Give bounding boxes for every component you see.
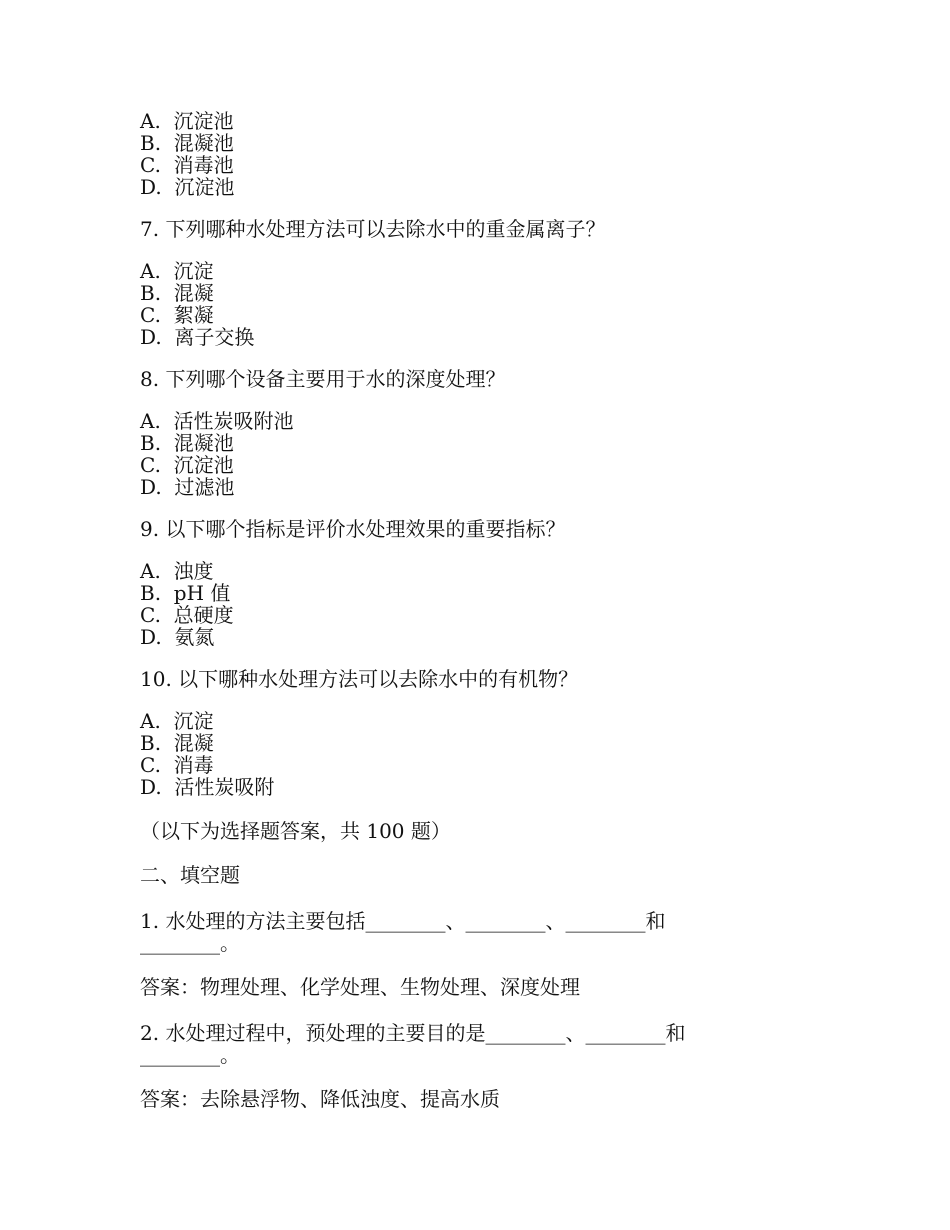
option-c: C. 总硬度 xyxy=(140,603,234,627)
option-b: B. 混凝池 xyxy=(140,431,234,455)
fill-question-2-line-2: ________。 xyxy=(140,1043,240,1067)
question-7-options xyxy=(140,260,840,348)
option-a: A. 活性炭吸附池 xyxy=(140,409,294,433)
question-9-options xyxy=(140,560,840,648)
option-d: D. 过滤池 xyxy=(140,475,235,499)
option-c: C. 消毒 xyxy=(140,753,214,777)
fill-answer-2: 答案：去除悬浮物、降低浊度、提高水质 xyxy=(140,1087,500,1111)
question-6-options xyxy=(140,110,840,198)
question-10-options xyxy=(140,710,840,798)
fill-question-1 xyxy=(140,910,840,954)
option-a: A. 沉淀池 xyxy=(140,109,234,133)
answers-note: （以下为选择题答案，共 100 题） xyxy=(140,819,451,843)
option-b: B. 混凝 xyxy=(140,731,214,755)
question-8: 8. 下列哪个设备主要用于水的深度处理？ xyxy=(140,367,506,391)
fill-question-1-line-2: ________。 xyxy=(140,931,240,955)
option-b: B. 混凝池 xyxy=(140,131,234,155)
fill-question-1-line-1: 1. 水处理的方法主要包括________、________、________和 xyxy=(140,909,666,933)
fill-answer-1: 答案：物理处理、化学处理、生物处理、深度处理 xyxy=(140,975,580,999)
option-b: B. 混凝 xyxy=(140,281,214,305)
option-c: C. 絮凝 xyxy=(140,303,214,327)
option-d: D. 氨氮 xyxy=(140,625,215,649)
question-9: 9. 以下哪个指标是评价水处理效果的重要指标？ xyxy=(140,517,566,541)
fill-question-2 xyxy=(140,1022,840,1066)
fill-question-2-line-1: 2. 水处理过程中，预处理的主要目的是________、________和 xyxy=(140,1021,686,1045)
option-a: A. 沉淀 xyxy=(140,709,214,733)
option-a: A. 浊度 xyxy=(140,559,214,583)
option-d: D. 离子交换 xyxy=(140,325,255,349)
option-a: A. 沉淀 xyxy=(140,259,214,283)
option-c: C. 消毒池 xyxy=(140,153,234,177)
question-10: 10. 以下哪种水处理方法可以去除水中的有机物？ xyxy=(140,667,579,691)
question-7: 7. 下列哪种水处理方法可以去除水中的重金属离子？ xyxy=(140,217,606,241)
question-8-options xyxy=(140,410,840,498)
option-d: D. 活性炭吸附 xyxy=(140,775,275,799)
option-d: D. 沉淀池 xyxy=(140,175,235,199)
section-title: 二、填空题 xyxy=(140,863,240,887)
option-c: C. 沉淀池 xyxy=(140,453,234,477)
document-page xyxy=(140,110,840,1110)
option-b: B. pH 值 xyxy=(140,581,231,605)
